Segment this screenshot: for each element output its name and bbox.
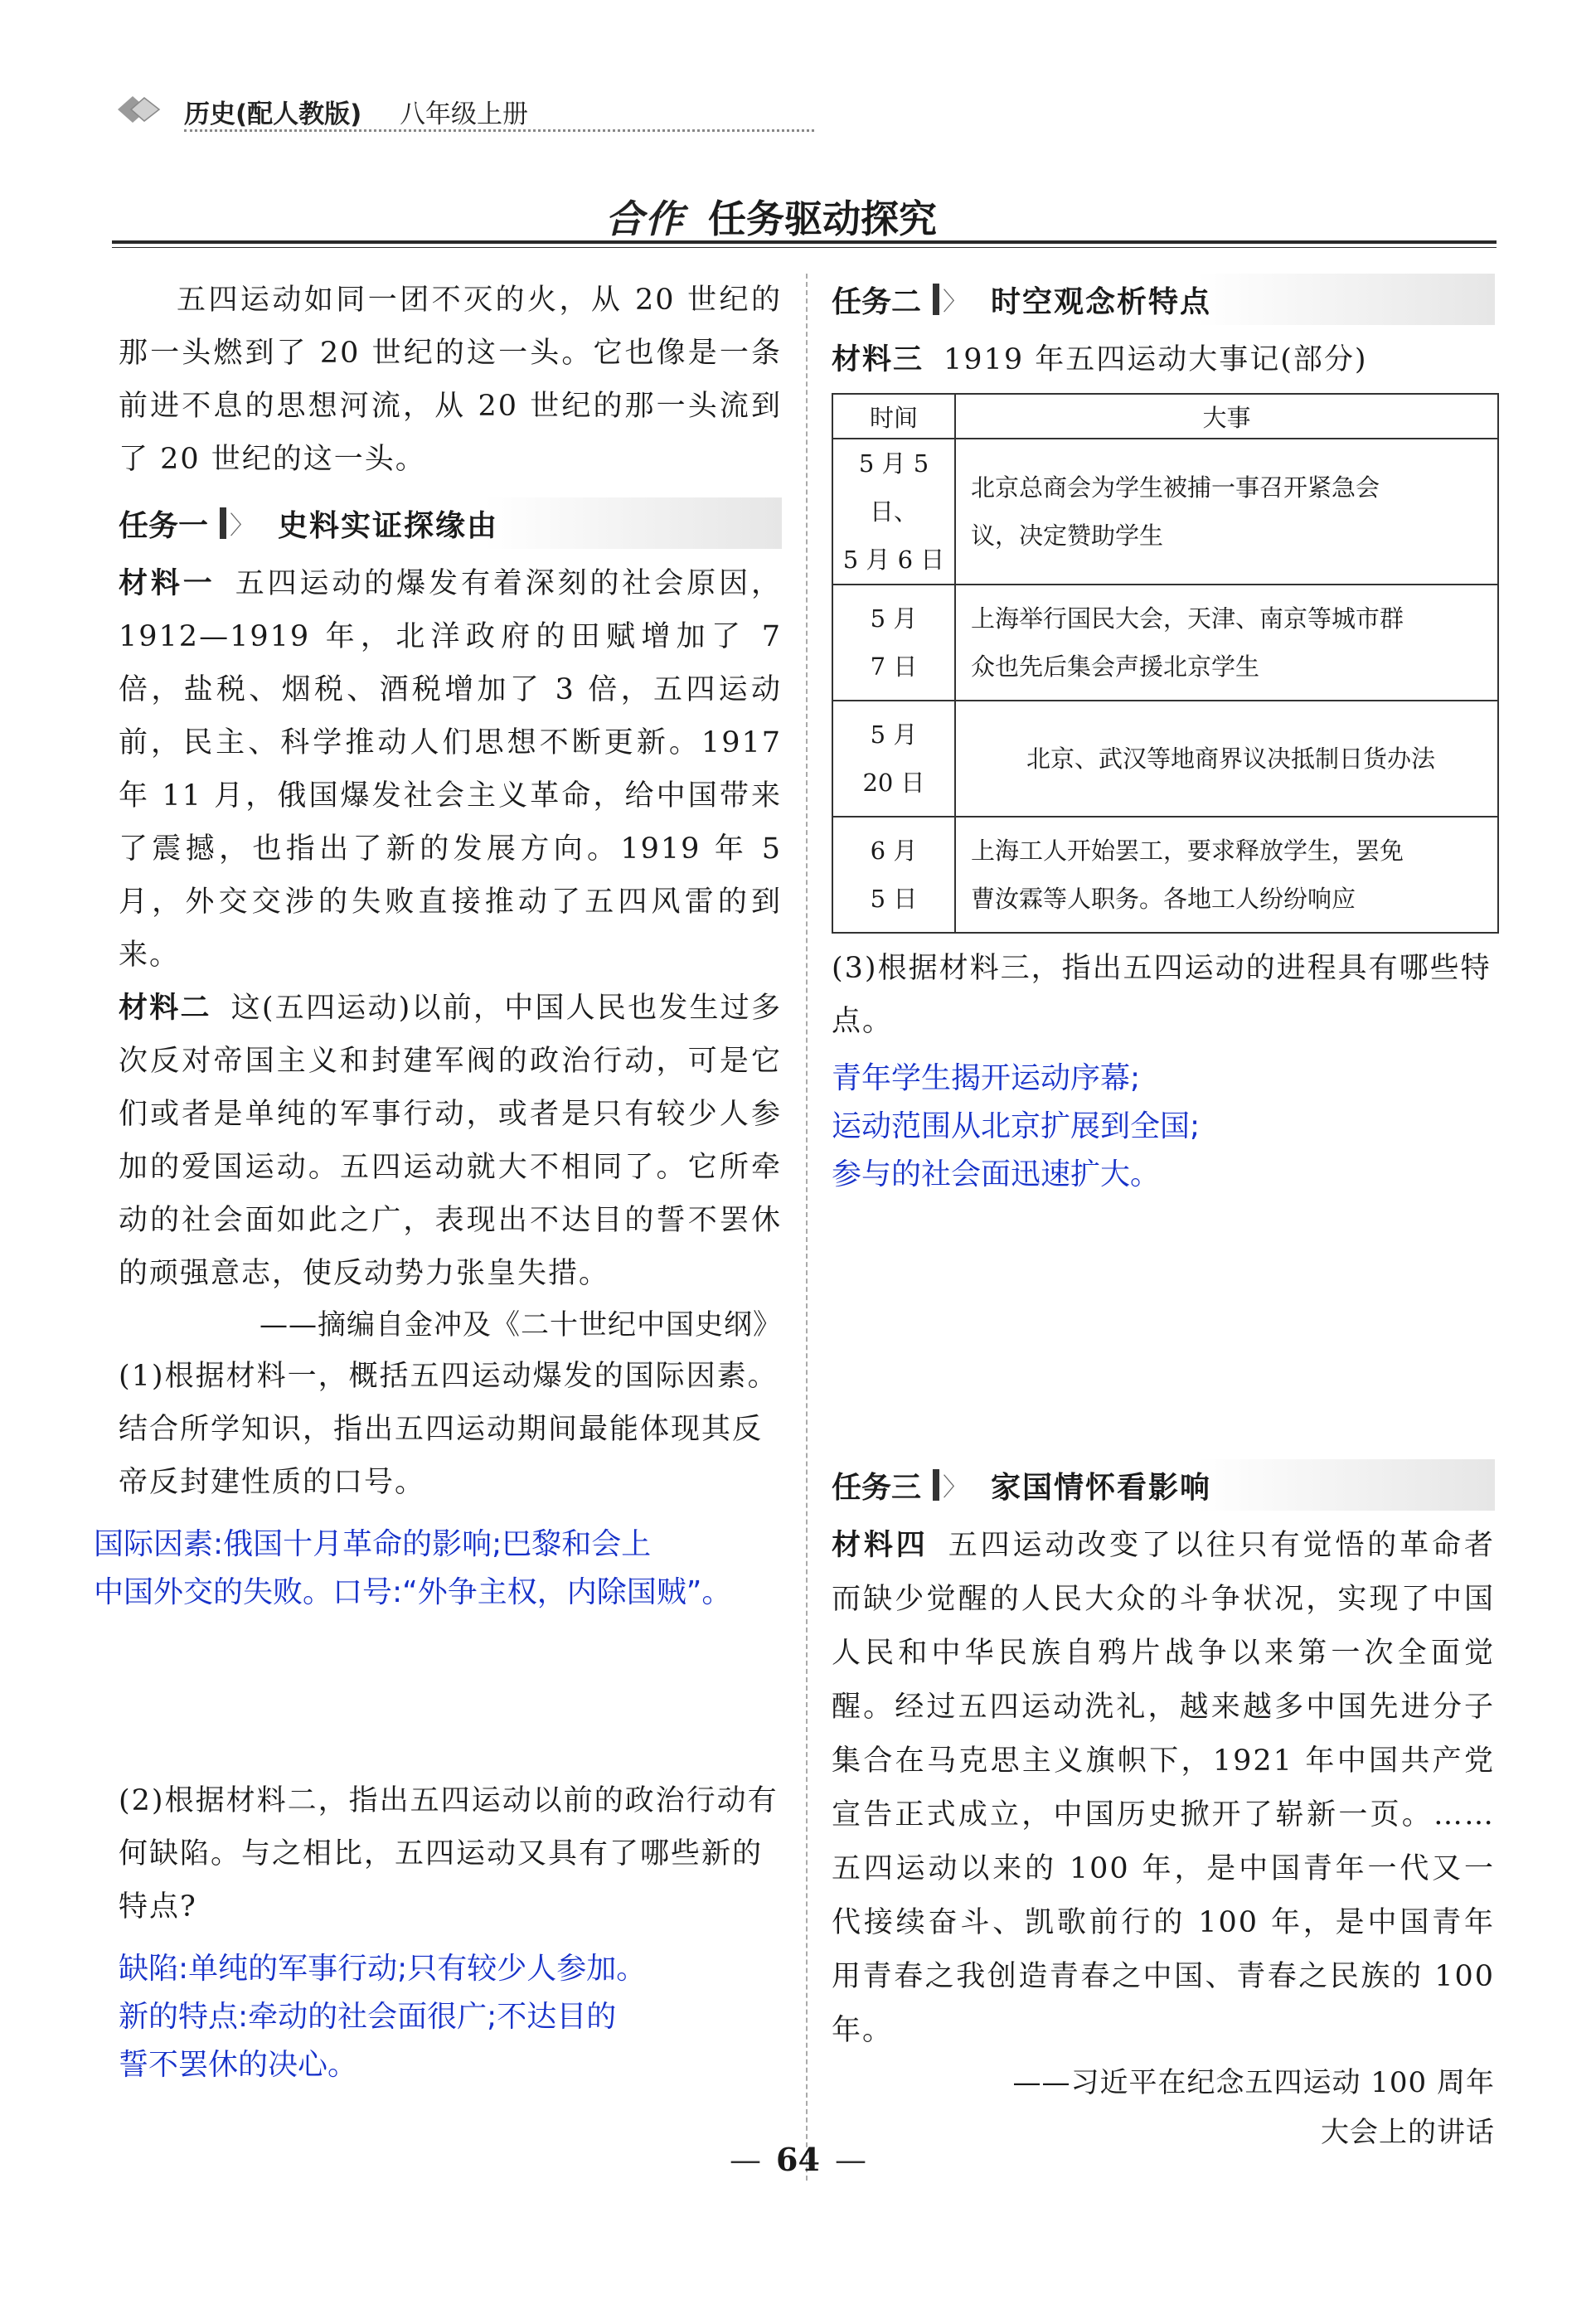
table-cell-time: 5 月 7 日 <box>832 585 955 701</box>
table-cell-time: 5 月 5 日、 5 月 6 日 <box>832 439 955 585</box>
material1 <box>119 557 782 982</box>
answer-2 <box>119 1945 782 2089</box>
material4-source-1: ——习近平在纪念五四运动 100 周年 <box>1012 2066 1495 2099</box>
bar-icon <box>933 284 939 315</box>
material4 <box>832 1519 1495 2058</box>
material1-text: 五四运动的爆发有着深刻的社会原因，1912—1919 年，北洋政府的田赋增加了 7 倍，盐税、烟税、酒税增加了 3 倍，五四运动前，民主、科学推动人们思想不断更新。1917 年 11 月，俄国爆发社会主义革命，给中国带来了震撼，也指出了新的发展方向。1919 年 5 月，外交交涉的失败直接推动了五四风雷的到来。 <box>119 567 782 972</box>
chevron-right-icon: 〉 <box>230 512 255 541</box>
answer-1-line-1: 国际因素:俄国十月革命的影响;巴黎和会上 <box>94 1527 652 1561</box>
material1-label: 材料一 <box>119 567 216 600</box>
table-row <box>832 585 1498 701</box>
table-row <box>832 701 1498 817</box>
task3-name: 家国情怀看影响 <box>991 1470 1212 1505</box>
answer-2-line-2: 新的特点:牵动的社会面很广;不达目的 <box>119 2000 617 2034</box>
page-number <box>713 2141 883 2178</box>
page-number-value: 64 <box>776 2141 820 2178</box>
material2-text: 这(五四运动)以前，中国人民也发生过多次反对帝国主义和封建军阀的政治行动，可是它们或者是单纯的军事行动，或者是只有较少人参加的爱国运动。五四运动就大不相同了。它所牵动的社会面如此之广，表现出不达目的誓不罢休的顽强意志，使反动势力张皇失措。 <box>119 992 782 1290</box>
section-title-main: 任务驱动探究 <box>708 196 938 241</box>
material2-label: 材料二 <box>119 992 211 1025</box>
page-number-dash-left: — <box>730 2142 762 2178</box>
table-cell-event: 北京总商会为学生被捕一事召开紧急会 议，决定赞助学生 <box>955 439 1498 585</box>
material2-source: ——摘编自金冲及《二十世纪中国史纲》 <box>260 1308 782 1342</box>
column-divider <box>806 274 808 2181</box>
answer-2-line-1: 缺陷:单纯的军事行动;只有较少人参加。 <box>119 1952 647 1986</box>
right-column <box>832 274 1495 2157</box>
table-cell-event: 上海举行国民大会，天津、南京等城市群 众也先后集会声援北京学生 <box>955 585 1498 701</box>
table-row <box>832 439 1498 585</box>
task3-number: 任务三 <box>832 1470 922 1505</box>
answer-3-line-2: 运动范围从北京扩展到全国; <box>832 1109 1201 1143</box>
table-header-event: 大事 <box>955 394 1498 439</box>
section-title-prefix: 合作 <box>605 196 685 241</box>
book-diamond-icon <box>114 93 164 126</box>
material3-title-line <box>832 333 1495 386</box>
task1-name: 史料实证探缘由 <box>278 508 499 543</box>
task2-number: 任务二 <box>832 284 922 319</box>
material3-label: 材料三 <box>832 343 924 376</box>
answer-1-line-2: 中国外交的失败。口号:“外争主权，内除国贼”。 <box>94 1575 732 1609</box>
events-table <box>832 393 1499 934</box>
bar-icon <box>220 507 226 539</box>
material4-text: 五四运动改变了以往只有觉悟的革命者而缺少觉醒的人民大众的斗争状况，实现了中国人民和中华民族自鸦片战争以来第一次全面觉醒。经过五四运动洗礼，越来越多中国先进分子集合在马克思主义旗帜下，1921 年中国共产党宣告正式成立，中国历史掀开了崭新一页。……五四运动以来的 100 年，是中国青年一代又一代接续奋斗、凯歌前行的 100 年，是中国青年用青春之我创造青春之中国、青春之民族的 100 年。 <box>832 1529 1495 2047</box>
section-title <box>605 189 937 244</box>
page-header <box>184 93 528 130</box>
answer-3-line-3: 参与的社会面迅速扩大。 <box>832 1157 1161 1191</box>
table-header-time: 时间 <box>832 394 955 439</box>
material3-title: 1919 年五四运动大事记(部分) <box>944 343 1368 376</box>
intro-paragraph: 五四运动如同一团不灭的火，从 20 世纪的那一头燃到了 20 世纪的这一头。它也像是一条前进不息的思想河流，从 20 世纪的那一头流到了 20 世纪的这一头。 <box>119 284 782 476</box>
answer-2-line-3: 誓不罢休的决心。 <box>119 2048 358 2082</box>
task1-number: 任务一 <box>119 508 209 543</box>
question-1: (1)根据材料一，概括五四运动爆发的国际因素。结合所学知识，指出五四运动期间最能体现其反帝反封建性质的口号。 <box>119 1360 779 1499</box>
bar-icon <box>933 1469 939 1501</box>
page-number-dash-right: — <box>834 2142 866 2178</box>
header-grade: 八年级上册 <box>400 99 529 129</box>
table-cell-event: 上海工人开始罢工，要求释放学生，罢免 曹汝霖等人职务。各地工人纷纷响应 <box>955 817 1498 933</box>
material2 <box>119 982 782 1300</box>
question-2: (2)根据材料二，指出五四运动以前的政治行动有何缺陷。与之相比，五四运动又具有了哪些新的特点? <box>119 1784 779 1924</box>
task1-heading <box>119 497 782 549</box>
answer-1 <box>94 1521 782 1617</box>
header-subject: 历史(配人教版) <box>184 99 362 129</box>
table-cell-time: 5 月 20 日 <box>832 701 955 817</box>
answer-3 <box>832 1055 1495 1199</box>
task3-heading <box>832 1459 1495 1511</box>
answer-3-line-1: 青年学生揭开运动序幕; <box>832 1061 1141 1095</box>
table-cell-event: 北京、武汉等地商界议决抵制日货办法 <box>955 701 1498 817</box>
title-rule-thin <box>112 247 1497 248</box>
task2-heading <box>832 274 1495 325</box>
table-header-row <box>832 394 1498 439</box>
material4-source-2: 大会上的讲话 <box>1321 2116 1495 2149</box>
question-3: (3)根据材料三，指出五四运动的进程具有哪些特点。 <box>832 952 1492 1038</box>
task2-name: 时空观念析特点 <box>991 284 1212 319</box>
left-column <box>94 274 782 2089</box>
material4-label: 材料四 <box>832 1529 929 1562</box>
table-row <box>832 817 1498 933</box>
chevron-right-icon: 〉 <box>943 1473 968 1502</box>
chevron-right-icon: 〉 <box>943 288 968 317</box>
header-divider <box>184 129 814 132</box>
table-cell-time: 6 月 5 日 <box>832 817 955 933</box>
title-rule <box>112 240 1497 244</box>
